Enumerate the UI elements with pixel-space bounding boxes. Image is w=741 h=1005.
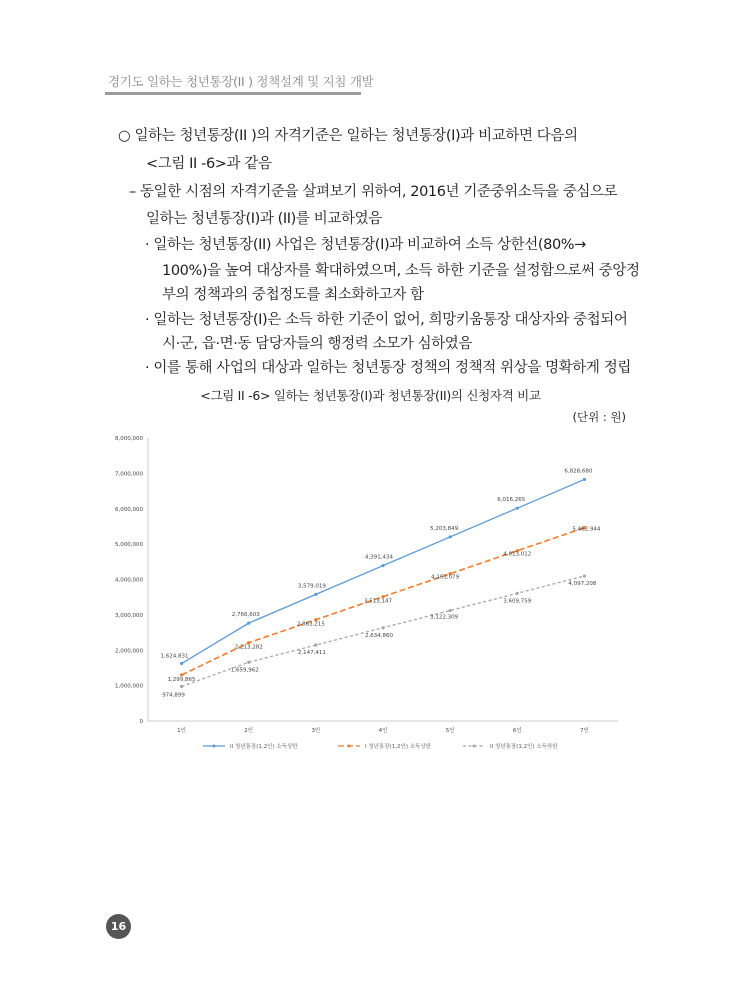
y-tick-label: 8,000,000 (115, 436, 143, 442)
unit-label: (단위 : 원) (572, 410, 626, 424)
x-tick-label: 5인 (445, 728, 455, 734)
y-tick-label: 4,000,000 (115, 577, 143, 584)
line-chart (108, 428, 636, 760)
data-point (314, 593, 317, 596)
data-point (381, 564, 384, 567)
para2-line2: 일하는 청년통장(I)과 (II)를 비교하였음 (146, 211, 382, 227)
para2-line1: – 동일한 시점의 자격기준을 살펴보기 위하여, 2016년 기준중위소득을 중심으로 (129, 184, 618, 200)
legend-marker (213, 745, 216, 748)
data-label: 2,766,603 (231, 612, 260, 619)
data-point (516, 592, 519, 595)
x-tick-label: 7인 (580, 728, 589, 734)
data-label: 6,828,680 (564, 468, 593, 475)
y-tick-label: 3,000,000 (115, 612, 143, 619)
data-label: 2,147,411 (297, 650, 326, 657)
data-label: 2,863,215 (296, 621, 325, 628)
data-label: 6,016,265 (497, 497, 526, 504)
bullet1-line2: 100%)을 높여 대상자를 확대하였으며, 소득 하한 기준을 설정함으로써 중앙정 (162, 263, 640, 279)
y-tick-label: 1,000,000 (115, 683, 143, 690)
data-label: 5,203,849 (430, 525, 459, 532)
para1-line2: <그림 II -6>과 같음 (146, 156, 272, 172)
y-tick-label: 5,000,000 (115, 542, 143, 549)
data-point (583, 478, 586, 481)
chart-svg (108, 428, 636, 760)
legend-label: II 청년통장(1,2인) 소득상한 (230, 744, 298, 750)
data-label: 2,213,282 (234, 644, 263, 651)
x-tick-label: 4인 (378, 728, 388, 734)
data-point (180, 662, 183, 665)
data-label: 4,097,208 (568, 581, 597, 588)
data-label: 3,122,309 (430, 614, 459, 621)
data-point (516, 507, 519, 510)
y-tick-label: 2,000,000 (115, 648, 143, 655)
data-label: 1,624,831 (160, 653, 189, 660)
data-point (247, 622, 250, 625)
data-label: 2,634,860 (365, 632, 393, 639)
data-point (247, 661, 250, 664)
bullet2-line2: 시·군, 읍·면·동 담당자들의 행정력 소모가 심하였음 (162, 336, 473, 352)
data-point (583, 574, 586, 577)
data-point (314, 643, 317, 646)
data-label: 4,163,079 (431, 574, 460, 581)
x-tick-label: 2인 (244, 728, 254, 734)
data-label: 3,609,759 (503, 598, 532, 605)
bullet1-line1: · 일하는 청년통장(II) 사업은 청년통장(I)과 비교하여 소득 상한선(80%→ (145, 237, 586, 253)
page-number: 16 (106, 914, 131, 939)
legend-marker (348, 745, 351, 748)
data-label: 1,659,962 (230, 667, 259, 674)
y-tick-label: 6,000,000 (115, 506, 143, 513)
data-label: 974,899 (162, 692, 185, 699)
data-label: 1,299,865 (167, 677, 196, 684)
data-point (180, 685, 183, 688)
legend-marker (473, 745, 476, 748)
y-tick-label: 7,000,000 (115, 471, 143, 478)
data-point (381, 626, 384, 629)
data-label: 5,462,944 (572, 526, 601, 533)
figure-caption: <그림 II -6> 일하는 청년통장(I)과 청년통장(II)의 신청자격 비교 (200, 388, 541, 403)
bullet2-line1: · 일하는 청년통장(I)은 소득 하한 기준이 없어, 희망키움통장 대상자와 중첩되어 (145, 312, 628, 328)
x-tick-label: 3인 (311, 728, 321, 734)
header-rule (105, 92, 361, 95)
data-point (449, 535, 452, 538)
para1-line1: ○ 일하는 청년통장(II )의 자격기준은 일하는 청년통장(I)과 비교하면 다음의 (118, 128, 578, 144)
data-point (449, 609, 452, 612)
data-label: 4,391,434 (365, 554, 393, 561)
x-tick-label: 6인 (512, 728, 522, 734)
data-label: 3,513,147 (364, 598, 392, 605)
header-title: 경기도 일하는 청년통장(II ) 정책설계 및 지침 개발 (108, 74, 374, 89)
x-tick-label: 1인 (177, 728, 186, 734)
y-tick-label: 0 (139, 719, 143, 725)
data-label: 4,813,012 (503, 551, 532, 558)
legend-label: I 청년통장(1,2인) 소득상한 (365, 744, 431, 750)
legend-label: II 청년통장(1,2인) 소득하한 (490, 744, 558, 750)
bullet1-line3: 부의 정책과의 중첩정도를 최소화하고자 함 (162, 287, 424, 303)
bullet3-line1: · 이를 통해 사업의 대상과 일하는 청년통장 정책의 정책적 위상을 명확하게 정립 (145, 360, 631, 376)
data-label: 3,579,019 (297, 583, 326, 590)
